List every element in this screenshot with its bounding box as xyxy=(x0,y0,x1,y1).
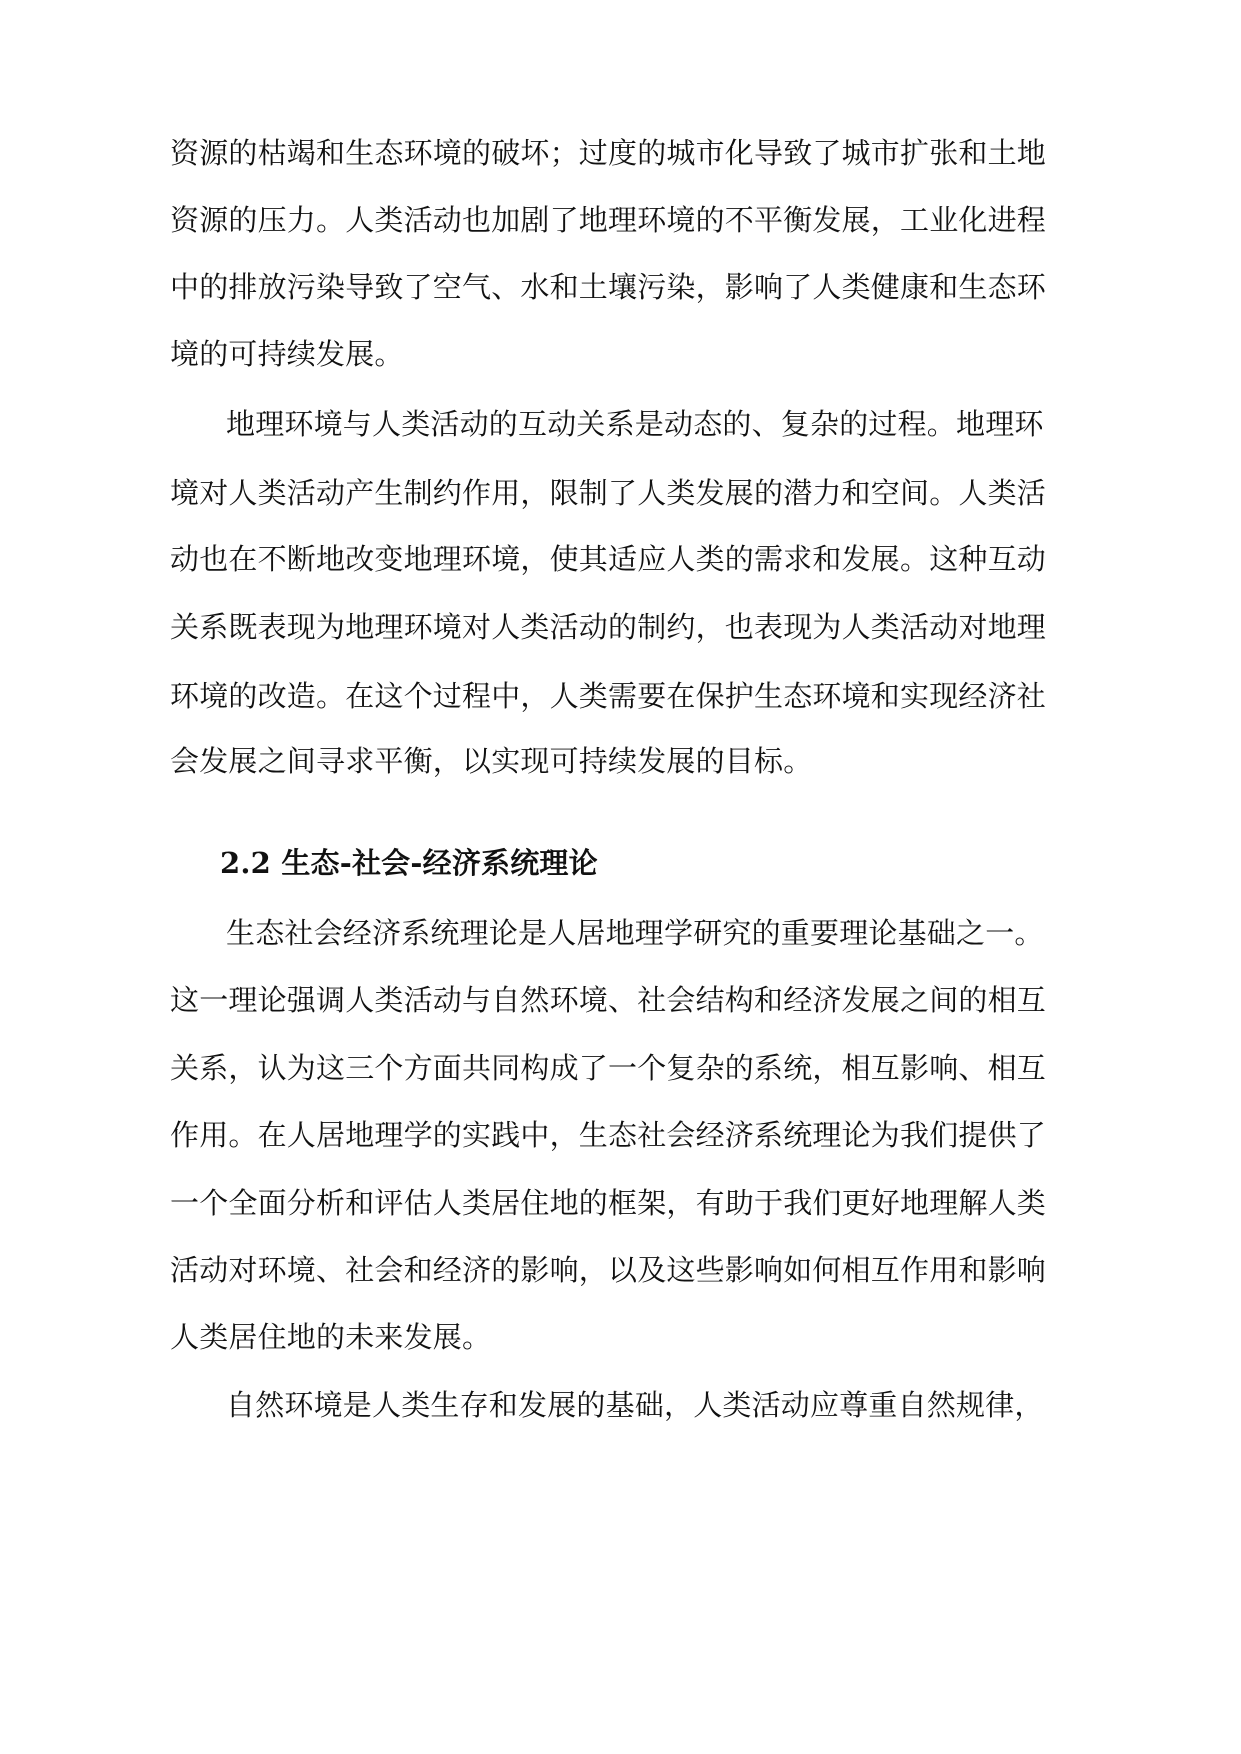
paragraph-3-line-3 xyxy=(0,1048,1241,1088)
text-line: 人类居住地的未来发展。 xyxy=(170,1320,492,1354)
paragraph-3-line-5 xyxy=(0,1183,1241,1223)
section-heading-text: 2.2 生态-社会-经济系统理论 xyxy=(220,846,598,880)
text-line: 动也在不断地改变地理环境，使其适应人类的需求和发展。这种互动 xyxy=(170,542,1047,576)
paragraph-3-line-6 xyxy=(0,1250,1241,1290)
text-line: 地理环境与人类活动的互动关系是动态的、复杂的过程。地理环 xyxy=(226,407,1044,441)
paragraph-2-line-4 xyxy=(0,607,1241,647)
text-line: 会发展之间寻求平衡，以实现可持续发展的目标。 xyxy=(170,744,813,778)
paragraph-1-line-2 xyxy=(0,200,1241,240)
paragraph-2-line-3 xyxy=(0,539,1241,579)
text-line: 作用。在人居地理学的实践中，生态社会经济系统理论为我们提供了 xyxy=(170,1118,1047,1152)
text-line: 关系既表现为地理环境对人类活动的制约，也表现为人类活动对地理 xyxy=(170,610,1047,644)
text-line: 境的可持续发展。 xyxy=(170,337,404,371)
text-line: 环境的改造。在这个过程中，人类需要在保护生态环境和实现经济社 xyxy=(170,679,1047,713)
paragraph-2-line-1 xyxy=(0,404,1241,444)
text-line: 活动对环境、社会和经济的影响，以及这些影响如何相互作用和影响 xyxy=(170,1253,1047,1287)
paragraph-1-line-3 xyxy=(0,267,1241,307)
paragraph-4-line-1 xyxy=(0,1385,1241,1425)
text-line: 中的排放污染导致了空气、水和土壤污染，影响了人类健康和生态环 xyxy=(170,270,1047,304)
text-line: 这一理论强调人类活动与自然环境、社会结构和经济发展之间的相互 xyxy=(170,983,1047,1017)
paragraph-1-line-1 xyxy=(0,133,1241,173)
text-line: 自然环境是人类生存和发展的基础，人类活动应尊重自然规律， xyxy=(226,1388,1044,1422)
section-heading xyxy=(0,843,1241,883)
paragraph-3-line-4 xyxy=(0,1115,1241,1155)
paragraph-2-line-5 xyxy=(0,676,1241,716)
paragraph-3-line-1 xyxy=(0,913,1241,953)
paragraph-3-line-2 xyxy=(0,980,1241,1020)
text-line: 境对人类活动产生制约作用，限制了人类发展的潜力和空间。人类活 xyxy=(170,476,1047,510)
text-line: 关系，认为这三个方面共同构成了一个复杂的系统，相互影响、相互 xyxy=(170,1051,1047,1085)
text-line: 资源的枯竭和生态环境的破坏；过度的城市化导致了城市扩张和土地 xyxy=(170,136,1047,170)
paragraph-1-line-4 xyxy=(0,334,1241,374)
text-line: 一个全面分析和评估人类居住地的框架，有助于我们更好地理解人类 xyxy=(170,1186,1047,1220)
paragraph-2-line-6 xyxy=(0,741,1241,781)
text-line: 生态社会经济系统理论是人居地理学研究的重要理论基础之一。 xyxy=(226,916,1044,950)
text-line: 资源的压力。人类活动也加剧了地理环境的不平衡发展，工业化进程 xyxy=(170,203,1047,237)
paragraph-2-line-2 xyxy=(0,473,1241,513)
paragraph-3-line-7 xyxy=(0,1317,1241,1357)
